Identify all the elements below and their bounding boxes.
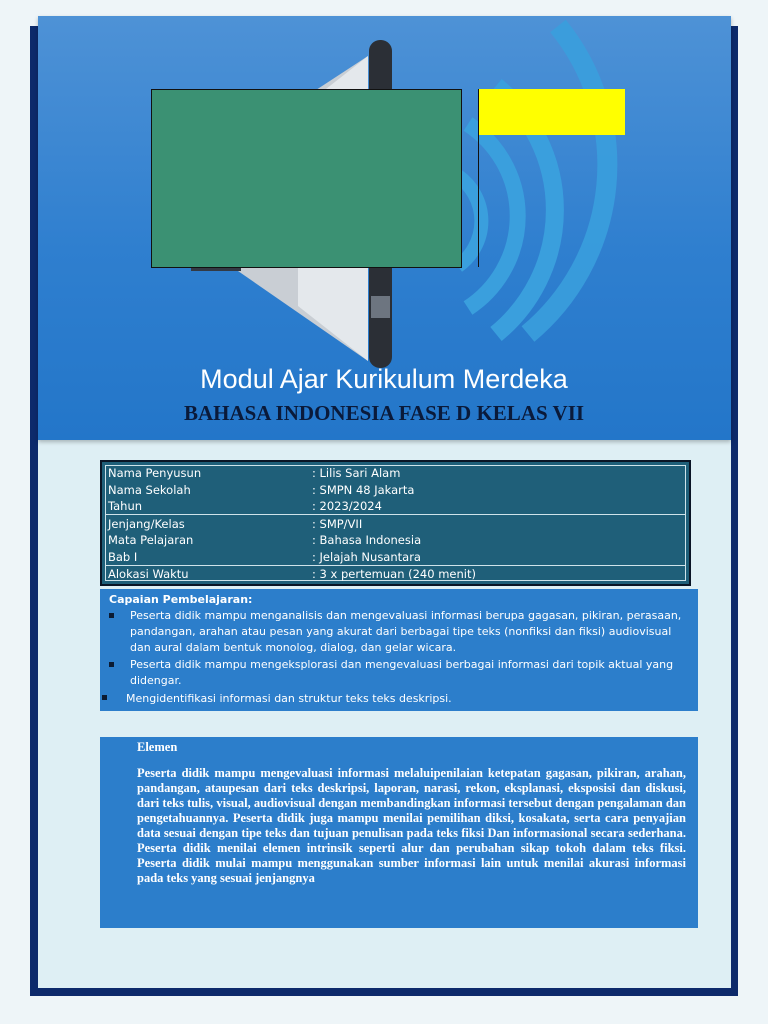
capaian-pembelajaran-box — [100, 589, 698, 711]
highlight-box-yellow — [479, 89, 625, 135]
row-label: Nama Penyusun — [108, 466, 202, 480]
divider-line — [478, 89, 479, 267]
row-label: Tahun — [108, 499, 143, 513]
row-value: : SMP/VII — [312, 517, 363, 531]
bullet-icon — [109, 613, 114, 618]
capaian-item: Mengidentifikasi informasi dan struktur teks teks deskripsi. — [126, 692, 452, 705]
row-label: Nama Sekolah — [108, 483, 191, 497]
row-value: : SMPN 48 Jakarta — [312, 483, 415, 497]
row-label: Alokasi Waktu — [108, 567, 189, 581]
module-subtitle: BAHASA INDONESIA FASE D KELAS VII — [183, 401, 585, 425]
bullet-icon — [102, 695, 107, 700]
row-value: : 3 x pertemuan (240 menit) — [312, 567, 476, 581]
row-value: : 2023/2024 — [312, 499, 382, 513]
row-label: Mata Pelajaran — [108, 533, 194, 547]
capaian-title: Capaian Pembelajaran: — [109, 593, 253, 606]
row-value: : Bahasa Indonesia — [312, 533, 422, 547]
row-separator — [105, 514, 686, 515]
bullet-icon — [109, 662, 114, 667]
elemen-box — [100, 737, 698, 928]
capaian-item: Peserta didik mampu menganalisis dan mengevaluasi informasi berupa gagasan, pikiran, perasaan, pandangan, arahan atau pesan yang akurat dari berbagai tipe teks (nonfiksi dan fiksi) audiovisual dan aural dalam bentuk monolog, dialog, dan gelar wicara. — [130, 609, 682, 654]
row-label: Jenjang/Kelas — [108, 517, 185, 531]
identity-table — [100, 460, 691, 586]
capaian-item: Peserta didik mampu mengeksplorasi dan mengevaluasi berbagai informasi dari topik aktual yang didengar. — [130, 658, 674, 687]
row-value: : Lilis Sari Alam — [312, 466, 401, 480]
module-title: Modul Ajar Kurikulum Merdeka — [200, 364, 568, 394]
image-placeholder-green — [151, 89, 462, 268]
elemen-text: Peserta didik mampu mengevaluasi informasi melaluipenilaian ketepatan gagasan, pikiran, arahan, pandangan, ataupesan dari teks deskripsi, laporan, narasi, rekon, eksplanasi, eksposisi dan diskusi, dari teks tulis, visual, audiovisual dengan membandingkan informasi tersebut dengan pengalaman dan pengetahuannya. Peserta didik juga mampu menilai pemilihan diksi, kosakata, serta cara penyajian data sesuai dengan tipe teks dan tujuan penulisan pada teks fiksi Dan informasional secara sederhana. Peserta didik menilai elemen intrinsik seperti alur dan perubahan sikap tokoh dalam teks fiksi. Peserta didik mulai mampu menggunakan sumber informasi lain untuk menilai akurasi informasi pada teks yang sesuai jenjangnya — [137, 766, 690, 885]
row-label: Bab I — [108, 550, 138, 564]
row-value: : Jelajah Nusantara — [312, 550, 421, 564]
elemen-title: Elemen — [137, 740, 178, 754]
